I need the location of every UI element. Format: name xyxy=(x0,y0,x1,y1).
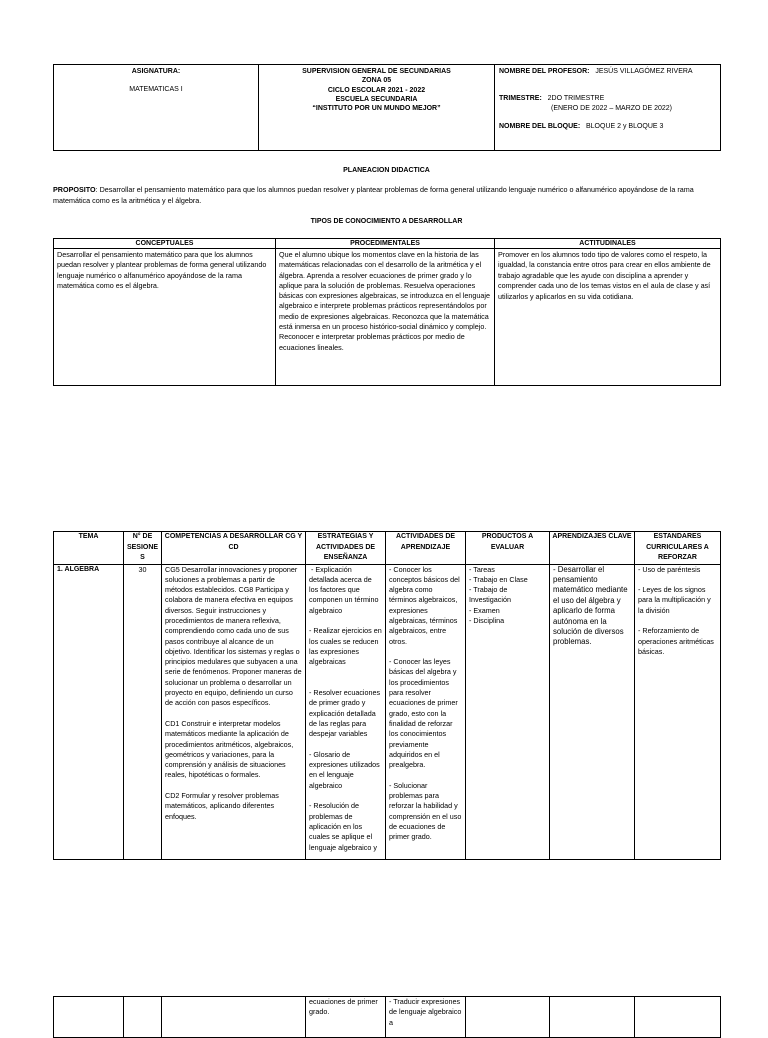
actividades-cell xyxy=(386,564,466,859)
header-competencias: COMPETENCIAS A DESARROLLAR CG Y CD xyxy=(162,532,306,565)
cont-competencias-cell xyxy=(162,997,306,1038)
clave-cell xyxy=(550,564,635,859)
header-estandares: ESTANDARES CURRICULARES A REFORZAR xyxy=(635,532,721,565)
header-estrategias: ESTRATEGIAS Y ACTIVIDADES DE ENSEÑANZA xyxy=(306,532,386,565)
proposito-label: PROPOSITO xyxy=(53,185,96,194)
estrategias-text: - Explicación detallada acerca de los factores que componen un término algebraico - Realizar ejercicios en los cuales se reducen las expresiones algebraicas - Resolver ecuaciones de primer grado y explicación detallada de las reglas para despejar variables - Glosario de expresiones utilizados en el lenguaje algebraico - Resolución de problemas de aplicación en los cuales se aplique el lenguaje algebraico y xyxy=(309,564,382,852)
tipos-title: TIPOS DE CONOCIMIENTO A DESARROLLAR xyxy=(310,218,463,225)
tema-cell: 1. ALGEBRA xyxy=(54,564,124,859)
asignatura-value: MATEMATICAS I xyxy=(129,86,183,94)
conceptuales-text: Desarrollar el pensamiento matemático para que los alumnos puedan resolver y plantear problemas de forma general utilizando lenguaje numérico o alfanumérico apoyándose de la rama matemática como es el álgebra. xyxy=(54,249,276,386)
proposito-text: : Desarrollar el pensamiento matemático para que los alumnos puedan resolver y plantear problemas de forma general utilizando lenguaje numérico o alfanumérico apoyándose de la rama matemática como es la aritmética y el álgebra. xyxy=(53,185,694,205)
profesor-value: JESÚS VILLAGÓMEZ RIVERA xyxy=(595,68,693,75)
clave-text: - Desarrollar el pensamiento matemático mediante el uso del álgebra y aplicarlo de forma autónoma en la solución de diversos problemas. xyxy=(553,564,630,647)
proposito-paragraph xyxy=(53,185,717,206)
cont-clave-cell xyxy=(550,997,635,1038)
productos-cell xyxy=(466,564,550,859)
trimestre-range: (ENERO DE 2022 – MARZO DE 2022) xyxy=(551,104,672,112)
actitudinales-text: Promover en los alumnos todo tipo de valores como el respeto, la igualdad, la constancia entre otros para crear en ellos ambiente de trabajo agradable que les ayude con disciplina a aprender y comprender cada uno de los temas vistos en el aula de clase y así utilizarlos y aplicarlos en su vida cotidiana. xyxy=(495,249,721,386)
header-procedimentales: PROCEDIMENTALES xyxy=(276,239,495,249)
institution-line: SUPERVISION GENERAL DE SECUNDARIAS xyxy=(302,68,451,75)
profesor-label: NOMBRE DEL PROFESOR: xyxy=(499,68,590,75)
asignatura-cell xyxy=(54,65,259,151)
institution-line: ZONA 05 xyxy=(361,77,392,85)
cont-sesiones-cell xyxy=(124,997,162,1038)
header-tema: TEMA xyxy=(54,532,124,565)
planning-table xyxy=(53,531,721,860)
productos-text: - Tareas - Trabajo en Clase - Trabajo de Investigación - Examen - Disciplina xyxy=(469,564,528,625)
institution-cell xyxy=(259,65,495,151)
header-actitudinales: ACTITUDINALES xyxy=(495,239,721,249)
header-productos: PRODUCTOS A EVALUAR xyxy=(466,532,550,565)
header-actividades: ACTIVIDADES DE APRENDIZAJE xyxy=(386,532,466,565)
header-clave: APRENDIZAJES CLAVE xyxy=(550,532,635,565)
cont-tema-cell xyxy=(54,997,124,1038)
competencias-cell xyxy=(162,564,306,859)
cont-estrategias-cell: ecuaciones de primer grado. xyxy=(306,997,386,1038)
estrategias-cell xyxy=(306,564,386,859)
procedimentales-text: Que el alumno ubique los momentos clave en la historia de las matemáticas relacionadas con el desarrollo de la aritmética y el álgebra. Aprenda a resolver ecuaciones de primer grado y lo aplique para la solución de problemas. Resuelva operaciones básicas con expresiones algebraicas, se introduzca en el lenguaje algebraico e interprete problemas prácticos representándolos por medio de expresiones algebraicas. Reconozca que la matemática está inmersa en un proceso histórico-social dinámico y complejo. Reconocer e interpretar problemas prácticos por medio de ecuaciones lineales. xyxy=(276,249,495,386)
sesiones-cell: 30 xyxy=(124,564,162,859)
institution-line: CICLO ESCOLAR 2021 - 2022 xyxy=(327,86,426,94)
estandares-cell xyxy=(635,564,721,859)
planeacion-title: PLANEACION DIDACTICA xyxy=(343,167,430,174)
header-sesiones: N° DE SESIONE S xyxy=(124,532,162,565)
estandares-text: - Uso de paréntesis - Leyes de los signos para la multiplicación y la división - Reforzamiento de operaciones aritméticas básicas. xyxy=(638,564,714,656)
trimestre-label: TRIMESTRE: xyxy=(499,95,542,103)
asignatura-label: ASIGNATURA: xyxy=(131,68,181,75)
competencias-text: CG5 Desarrollar innovaciones y proponer soluciones a problemas a partir de métodos establecidos. CG8 Participa y colabora de manera efectiva en equipos diversos. Seguir instrucciones y procedimientos de manera reflexiva, comprendiendo como cada uno de sus pasos contribuye al alcance de un objetivo. Identificar los sistemas y reglas o principios medulares que subyacen a una serie de fenómenos. Proponer maneras de solucionar un problema o desarrollar un proyecto en equipo, definiendo un curso de acción con pasos específicos. CD1 Construir e interpretar modelos matemáticos mediante la aplicación de procedimientos aritméticos, algebraicos, geométricos y variaciones, para la comprensión y análisis de situaciones reales, hipotéticas o formales. CD2 Formular y resolver problemas matemáticos, aplicando diferentes enfoques. xyxy=(165,564,302,821)
header-conceptuales: CONCEPTUALES xyxy=(54,239,276,249)
institution-line: “INSTITUTO POR UN MUNDO MEJOR” xyxy=(312,105,441,113)
actividades-text: - Conocer los conceptos básicos del algebra como términos algebraicos, expresiones algebraicas, términos algebraicos, entre otros. - Conocer las leyes básicas del algebra y los procedimientos para resolver ecuaciones de primer grado, esto con la finalidad de reforzar los conocimientos previamente adquiridos en el prealgebra. - Solucionar problemas para reforzar la habilidad y comprensión en el uso de ecuaciones de primer grado. xyxy=(389,564,462,842)
teacher-cell xyxy=(495,65,721,151)
bloque-value: BLOQUE 2 y BLOQUE 3 xyxy=(586,122,664,130)
trimestre-value: 2DO TRIMESTRE xyxy=(547,95,605,103)
knowledge-table xyxy=(53,238,721,386)
bloque-label: NOMBRE DEL BLOQUE: xyxy=(499,122,581,130)
continuation-table xyxy=(53,996,721,1038)
cont-actividades-cell: - Traducir expresiones de lenguaje algebraico a xyxy=(386,997,466,1038)
cont-productos-cell xyxy=(466,997,550,1038)
cont-estandares-cell xyxy=(635,997,721,1038)
header-table xyxy=(53,64,721,151)
institution-line: ESCUELA SECUNDARIA xyxy=(335,95,418,103)
